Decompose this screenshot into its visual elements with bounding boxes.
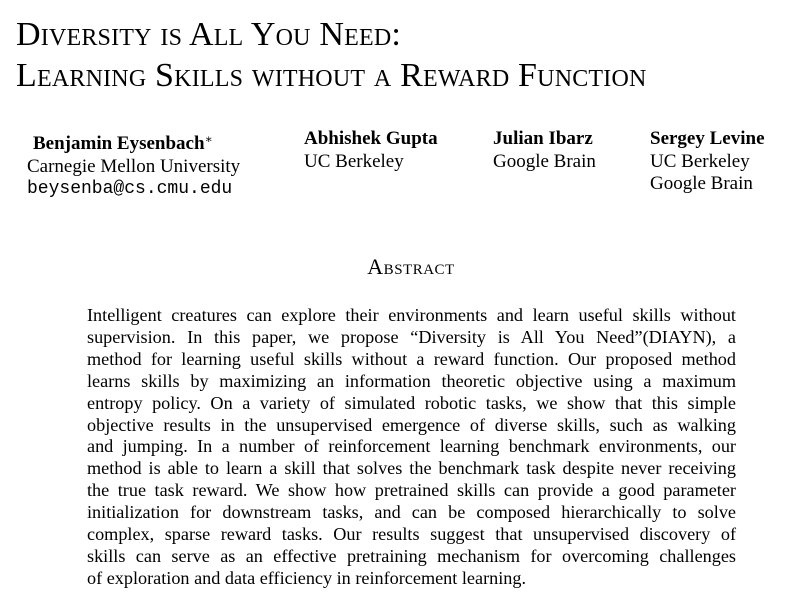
author-affiliation: Carnegie Mellon University xyxy=(27,155,241,177)
author-name: Julian Ibarz xyxy=(493,128,593,149)
abstract-line: method is able to learn a skill that solves the benchmark task despite never receiving xyxy=(87,458,736,479)
abstract-line: entropy policy. On a variety of simulated robotic tasks, we show that this simple xyxy=(87,392,736,413)
abstract-line: supervision. In this paper, we propose “Diversity is All You Need”(DIAYN), a xyxy=(87,326,736,347)
paper-title xyxy=(16,14,796,96)
author-block-ibarz xyxy=(493,128,596,173)
author-affiliation: Google Brain xyxy=(493,150,596,172)
author-block-gupta xyxy=(304,128,438,173)
abstract-line: initialization for downstream tasks, and can be composed hierarchically to solve xyxy=(87,502,736,523)
author-block-eysenbach xyxy=(27,128,240,201)
author-name: Abhishek Gupta xyxy=(304,128,438,149)
abstract-line: the true task reward. We show how pretrained skills can provide a good parameter xyxy=(87,480,736,501)
equal-contribution-mark: ∗ xyxy=(204,132,213,146)
author-affiliation: UC Berkeley xyxy=(650,150,750,172)
abstract-line: complex, sparse reward tasks. Our results suggest that unsupervised discovery of xyxy=(87,524,736,545)
abstract-heading: Abstract xyxy=(367,254,455,279)
abstract-line: and jumping. In a number of reinforcement learning benchmark environments, our xyxy=(87,436,736,457)
author-name: Sergey Levine xyxy=(650,128,765,149)
author-block-levine xyxy=(650,128,765,196)
abstract-body xyxy=(87,305,736,590)
author-email: beysenba@cs.cmu.edu xyxy=(27,179,233,199)
author-affiliation: UC Berkeley xyxy=(304,150,404,172)
abstract-line: skills can serve as an effective pretraining mechanism for overcoming challenges xyxy=(87,545,736,566)
abstract-line: Intelligent creatures can explore their environments and learn useful skills without xyxy=(87,305,736,325)
abstract-line: of exploration and data efficiency in reinforcement learning. xyxy=(87,567,527,588)
title-line-1: Diversity is All You Need: xyxy=(16,16,402,53)
author-affiliation: Google Brain xyxy=(650,173,753,194)
abstract-line: objective results in the unsupervised emergence of diverse skills, such as walking xyxy=(87,414,736,435)
title-line-2: Learning Skills without a Reward Function xyxy=(16,57,647,94)
abstract-line: method for learning useful skills without a reward function. Our proposed method xyxy=(87,348,736,369)
author-name: Benjamin Eysenbach∗ xyxy=(33,132,213,154)
abstract-line: learns skills by maximizing an information theoretic objective using a maximum xyxy=(87,370,736,391)
